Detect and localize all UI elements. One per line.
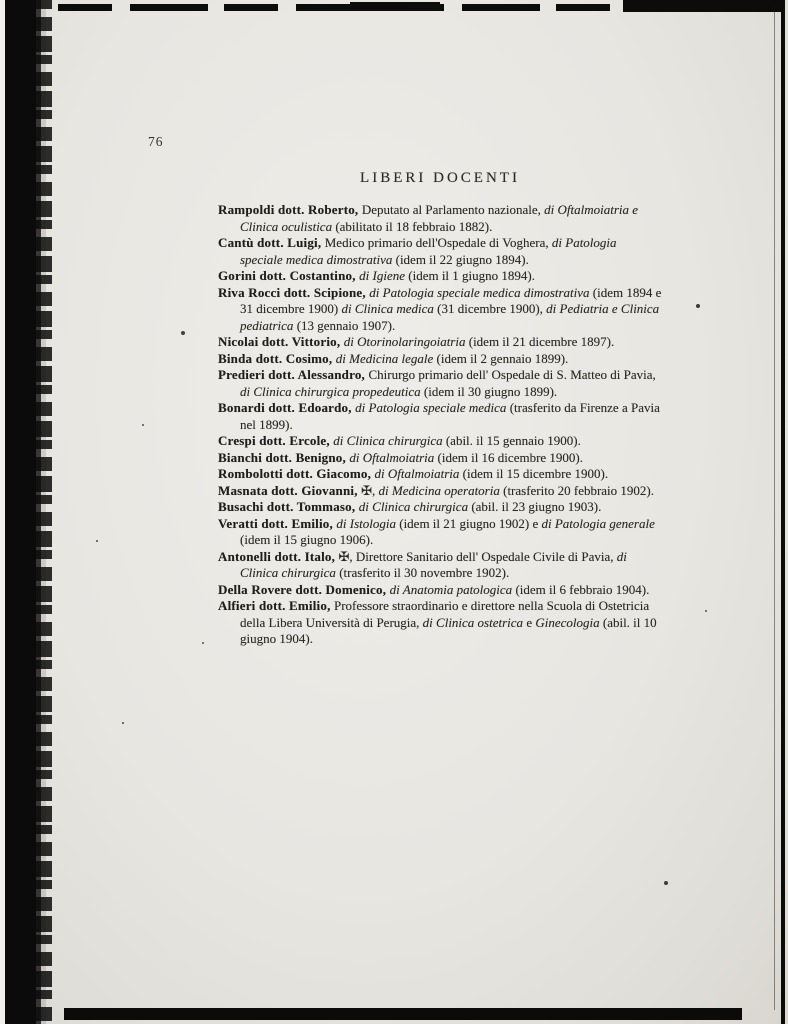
entry-text-segment: Rombolotti dott. Giacomo, [218,466,375,481]
entry-text-segment: di Igiene [359,268,409,283]
docent-entry [218,202,662,235]
entry-text-segment: Gorini dott. Costantino, [218,268,360,283]
page-number: 76 [148,134,164,149]
docent-entry [218,268,662,285]
docent-entry [218,400,662,433]
top-right-scan-bar [623,0,783,12]
docent-entry [218,450,662,467]
entry-text-segment: Binda dott. Cosimo, [218,350,336,366]
entry-text-segment: Masnata dott. Giovanni, [218,482,362,498]
entry-text-segment: di Clinica ostetrica [422,614,527,630]
entry-text-segment: (idem il 22 giugno 1894). [395,251,529,267]
docent-entry [218,598,662,648]
entry-text-segment: di Otorinolaringoiatria [343,334,469,349]
entry-text-segment: (idem il 15 dicembre 1900). [462,466,609,481]
entry-text-segment: (trasferito il 30 novembre 1902). [339,565,510,580]
entry-text-segment: Della Rovere dott. Domenico, [218,581,390,597]
docent-entry [218,235,662,268]
entry-text-segment: di Pediatria e Clinica pediatrica [240,301,660,333]
entry-text-segment: (trasferito da Firenze a Pavia nel 1899). [240,400,660,432]
page-content [148,132,662,648]
entry-text-segment: di Medicina operatoria [378,482,504,498]
top-scan-marks [58,4,628,11]
entry-text-segment: Predieri dott. Alessandro, [218,367,369,382]
entry-text-segment: Ginecologia [535,614,603,630]
entry-text-segment: ✠, Direttore Sanitario dell' Ospedale Civile di Pavia, [338,548,617,564]
docent-entry [218,516,662,549]
entry-text-segment: di Oftalmoiatria e Clinica oculistica [240,202,639,234]
docent-entry [218,483,662,500]
entry-text-segment: Rampoldi dott. Roberto, [218,202,362,217]
entry-text-segment: e [526,614,536,630]
entry-text-segment: di Patologia speciale medica dimostrativa [369,284,593,300]
entry-text-segment: Bianchi dott. Benigno, [218,449,350,465]
page-title: LIBERI DOCENTI [360,170,520,186]
bottom-scan-bar [64,1008,742,1020]
entry-text-segment: (abil. il 10 giugno 1904). [240,614,657,646]
entry-text-segment: (idem il 16 dicembre 1900). [437,449,584,465]
entry-text-segment: Bonardi dott. Edoardo, [218,400,356,415]
entry-text-segment: (abil. il 23 giugno 1903). [471,499,602,514]
entry-text-segment: di Clinica chirurgica propedeutica [240,383,424,399]
entry-text-segment: di Clinica chirurgica [333,433,446,448]
paper-speckles [0,0,2,2]
docent-entry [218,367,662,400]
entry-text-segment: di Oftalmoiatria [349,449,438,465]
entry-text-segment: (idem 1894 e 31 dicembre 1900) [240,284,662,316]
entry-text-segment: Busachi dott. Tommaso, [218,499,359,514]
entry-text-segment: di Istologia [336,515,400,531]
docent-entry [218,582,662,599]
right-inner-edge-line [774,6,776,1010]
entry-text-segment: (idem il 15 giugno 1906). [240,532,374,547]
top-scan-mark-block [350,2,440,11]
entry-text-segment: Alfieri dott. Emilio, [218,598,334,613]
docent-entry [218,351,662,368]
entry-text-segment: di Anatomia patologica [389,581,516,597]
entry-text-segment: Deputato al Parlamento nazionale, [361,202,545,217]
entry-text-segment: (idem il 2 gennaio 1899). [436,350,569,366]
docent-entry [218,549,662,582]
docent-entry [218,285,662,335]
entry-text-segment: (31 dicembre 1900), [437,301,547,316]
entry-text-segment: (abil. il 15 gennaio 1900). [445,433,581,448]
entry-text-segment: (idem il 30 giugno 1899). [423,383,558,399]
entry-text-segment: Nicolai dott. Vittorio, [218,334,344,349]
binding-ragged-edge [34,0,52,1024]
docent-entry [218,466,662,483]
entry-text-segment: Medico primario dell'Ospedale di Voghera, [324,235,552,250]
docent-entry [218,334,662,351]
entry-text-segment: di Medicina legale [335,350,437,366]
entry-text-segment: (idem il 21 dicembre 1897). [468,334,615,349]
entry-text-segment: Professore straordinario e direttore nella Scuola di Ostetricia della Libera Università di Perugia, [240,598,650,630]
entry-text-segment: (idem il 21 giugno 1902) e [399,515,542,531]
entry-text-segment: Crespi dott. Ercole, [218,433,334,448]
entry-text-segment: di Patologia speciale medica dimostrativa [240,235,617,267]
entry-text-segment: Riva Rocci dott. Scipione, [218,284,370,300]
docent-entry [218,499,662,516]
entry-text-segment: Veratti dott. Emilio, [218,515,337,531]
right-edge-line [781,0,785,1024]
entry-text-segment: (idem il 6 febbraio 1904). [515,581,650,597]
entry-text-segment: ✠, [361,482,379,498]
entry-text-segment: (13 gennaio 1907). [296,317,396,333]
entry-text-segment: (trasferito 20 febbraio 1902). [503,482,654,498]
entry-text-segment: di Clinica chirurgica [358,499,472,514]
entry-text-segment: di Clinica chirurgica [240,548,627,580]
entry-text-segment: Cantù dott. Luigi, [218,235,325,250]
entry-text-segment: di Patologia speciale medica [355,400,510,415]
entry-text-segment: di Oftalmoiatria [374,466,463,481]
entry-text-segment: (abilitato il 18 febbraio 1882). [335,218,493,234]
entry-text-segment: (idem il 1 giugno 1894). [408,268,535,283]
docent-entry [218,433,662,450]
entry-text-segment: di Clinica medica [341,301,438,316]
entry-text-segment: di Patologia generale [541,515,655,531]
docenti-list [218,202,662,648]
entry-text-segment: Antonelli dott. Italo, [218,548,339,564]
entry-text-segment: Chirurgo primario dell' Ospedale di S. Matteo di Pavia, [368,367,656,382]
